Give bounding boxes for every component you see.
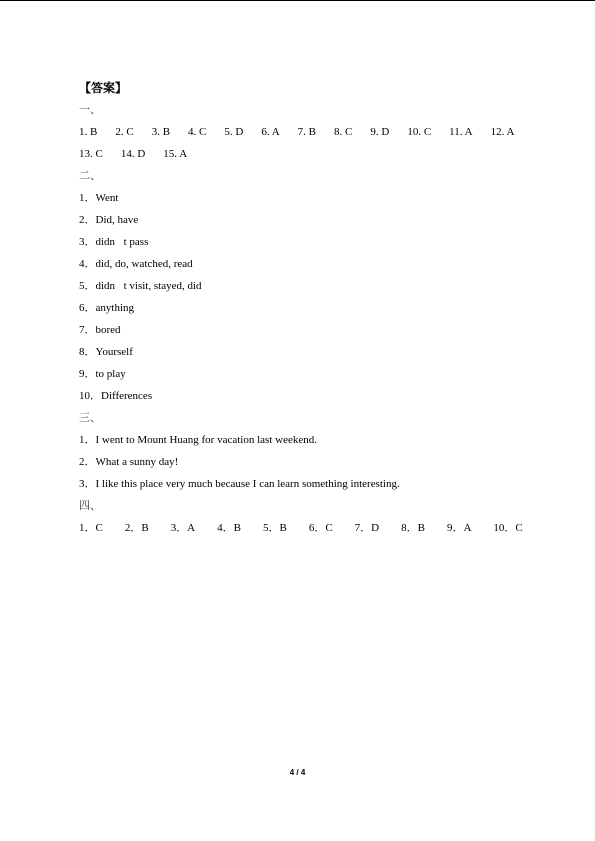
section-2-item: 7．bored bbox=[79, 324, 121, 336]
section-2-item: 9．to play bbox=[79, 368, 126, 380]
answer-item: 7．D bbox=[354, 522, 380, 534]
section-2-item: 3．didn t pass bbox=[79, 236, 149, 248]
section-2-item: 1．Went bbox=[79, 192, 119, 204]
section-3-item: 3．I like this place very much because I can learn something interesting. bbox=[79, 478, 400, 490]
answer-item: 3. B bbox=[151, 126, 171, 138]
answer-item: 15. A bbox=[163, 148, 188, 160]
section-1-answers-row-2 bbox=[79, 143, 549, 165]
answer-item: 1．C bbox=[79, 522, 103, 534]
answer-item: 9．A bbox=[446, 522, 472, 534]
section-2-item: 2．Did, have bbox=[79, 214, 139, 226]
section-3-item: 2．What a sunny day! bbox=[79, 456, 179, 468]
answer-item: 8．B bbox=[401, 522, 425, 534]
answer-item: 5. D bbox=[224, 126, 244, 138]
answer-item: 2. C bbox=[115, 126, 134, 138]
answer-item: 9. D bbox=[370, 126, 390, 138]
page-number: 4 / 4 bbox=[289, 768, 306, 777]
answer-item: 1. B bbox=[79, 126, 98, 138]
answer-item: 3．A bbox=[170, 522, 196, 534]
section-2-item: 6．anything bbox=[79, 302, 134, 314]
answer-item: 5．B bbox=[262, 522, 287, 534]
section-2-item: 4．did, do, watched, read bbox=[79, 258, 193, 270]
section-2-item: 10．Differences bbox=[79, 390, 153, 402]
answer-item: 7. B bbox=[297, 126, 317, 138]
answer-heading: 【答案】 bbox=[79, 81, 128, 95]
section-3-item: 1．I went to Mount Huang for vacation last weekend. bbox=[79, 434, 317, 446]
answer-key-content bbox=[79, 77, 549, 539]
answer-item: 2．B bbox=[124, 522, 149, 534]
answer-item: 13. C bbox=[79, 148, 103, 160]
answer-item: 4．B bbox=[217, 522, 241, 534]
answer-item: 8. C bbox=[334, 126, 353, 138]
section-4-label: 四、 bbox=[79, 499, 101, 512]
answer-item: 10．C bbox=[493, 522, 523, 534]
answer-item: 6．C bbox=[308, 522, 333, 534]
section-3-label: 三、 bbox=[79, 411, 101, 424]
top-border-line bbox=[0, 0, 595, 1]
section-1-label: 一、 bbox=[79, 103, 101, 116]
section-2-label: 二、 bbox=[79, 169, 101, 182]
answer-item: 6. A bbox=[261, 126, 280, 138]
section-4-answers-row bbox=[79, 517, 549, 539]
answer-item: 12. A bbox=[490, 126, 515, 138]
answer-item: 14. D bbox=[120, 148, 146, 160]
answer-item: 11. A bbox=[449, 126, 473, 138]
section-2-item: 8．Yourself bbox=[79, 346, 133, 358]
section-1-answers-row-1 bbox=[79, 121, 549, 143]
answer-item: 4. C bbox=[188, 126, 207, 138]
answer-item: 10. C bbox=[407, 126, 432, 138]
section-2-item: 5．didn t visit, stayed, did bbox=[79, 280, 202, 292]
